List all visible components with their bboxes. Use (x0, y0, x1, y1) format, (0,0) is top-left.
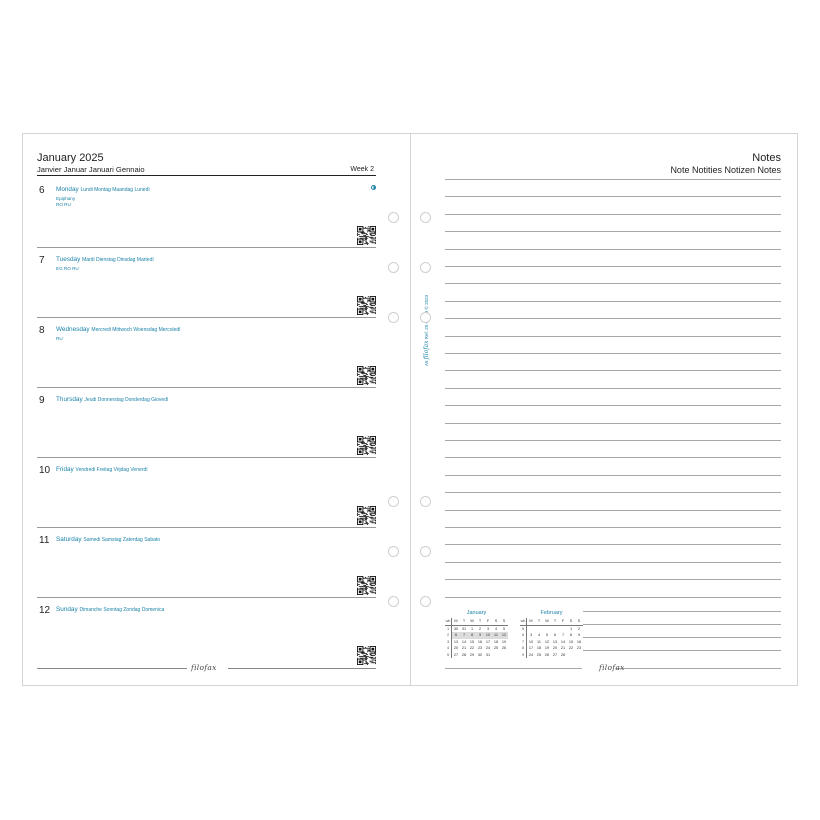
date-cell (559, 625, 567, 632)
date-cell: 27 (453, 652, 459, 657)
mini-calendar-title: January (466, 610, 487, 616)
date-cell: 10 (528, 639, 534, 644)
weekday-label: wk (445, 619, 451, 624)
footer-rule-left (37, 668, 187, 669)
qr-code-icon (357, 226, 376, 245)
date-cell: 6 (452, 632, 461, 639)
day-entry (37, 178, 376, 248)
date-cell: 30 (453, 626, 459, 631)
notes-title: Notes (752, 152, 781, 164)
weekday-label: wk (520, 619, 526, 624)
day-number: 12 (39, 605, 51, 616)
qr-code-icon (357, 436, 376, 455)
binder-hole (388, 546, 399, 557)
week-number: 3 (445, 639, 452, 646)
date-cell: 29 (469, 652, 475, 657)
side-brand: filofax (423, 340, 430, 360)
note-line (445, 510, 781, 511)
date-cell: 12 (501, 633, 507, 638)
day-name (56, 396, 168, 403)
weekday-label: T (535, 618, 543, 625)
date-cell: 18 (536, 646, 542, 651)
date-cell: 4 (537, 633, 541, 638)
week-number: 7 (520, 639, 527, 646)
day-name-translations: Jeudi Donnerstag Donderdag Giovedì (84, 397, 169, 403)
day-name-english: Saturday (56, 536, 84, 543)
day-holiday-note (56, 336, 63, 342)
binder-hole (388, 262, 399, 273)
week-number: 8 (520, 645, 527, 652)
date-cell: 10 (485, 633, 491, 638)
note-line (445, 266, 781, 267)
note-line (445, 231, 781, 232)
weekday-label: W (468, 618, 476, 625)
note-line-short (583, 624, 781, 625)
date-cell (527, 625, 536, 632)
note-line (445, 196, 781, 197)
note-line-short (616, 668, 781, 669)
day-name-translations: Lundi Montag Maandag Lunedì (80, 187, 150, 193)
date-cell: 8 (569, 633, 573, 638)
date-cell: 22 (469, 646, 475, 651)
date-cell: 31 (461, 626, 467, 631)
weekday-label: M (527, 618, 536, 625)
note-line (445, 423, 781, 424)
date-cell: 6 (553, 633, 557, 638)
week-number: 6 (520, 632, 527, 639)
day-name-english: Sunday (56, 606, 80, 613)
date-cell: 31 (485, 652, 491, 657)
date-cell: 13 (552, 639, 558, 644)
date-cell: 19 (501, 639, 507, 644)
mini-calendar-grid (520, 618, 583, 658)
note-line (445, 336, 781, 337)
day-name-translations: Mercredi Mittwoch Woensdag Mercoledì (91, 327, 181, 333)
qr-code-icon (357, 296, 376, 315)
day-name (56, 256, 154, 263)
binder-hole (388, 312, 399, 323)
note-line (445, 353, 781, 354)
date-cell: 14 (560, 639, 566, 644)
holiday-line: Epiphany (56, 196, 76, 201)
date-cell: 11 (492, 632, 500, 639)
side-imprint (423, 295, 430, 366)
date-cell: 24 (528, 652, 534, 657)
qr-code-icon (357, 506, 376, 525)
date-cell: 25 (493, 646, 499, 651)
notes-translations: Note Notities Notizen Notes (670, 165, 781, 175)
date-cell: 8 (468, 632, 476, 639)
day-number: 8 (39, 325, 45, 336)
weekday-label: W (543, 618, 551, 625)
note-line (445, 249, 781, 250)
note-line-short (583, 611, 781, 612)
date-cell: 17 (528, 646, 534, 651)
binder-hole (420, 596, 431, 607)
weekday-label: M (452, 618, 461, 625)
day-entry (37, 318, 376, 388)
day-name-translations: Samedi Samstag Zaterdag Sabato (83, 537, 161, 543)
qr-code-icon (357, 646, 376, 665)
date-cell (535, 625, 543, 632)
date-cell: 20 (453, 646, 459, 651)
date-cell: 13 (453, 639, 459, 644)
note-line (445, 562, 781, 563)
date-cell: 4 (494, 626, 498, 631)
left-diary-page (22, 133, 411, 686)
binder-hole (388, 496, 399, 507)
week-number: 9 (520, 652, 527, 659)
day-entry (37, 598, 376, 668)
header-rule (37, 175, 376, 176)
date-cell: 1 (569, 626, 573, 631)
note-line (445, 214, 781, 215)
binder-hole (420, 262, 431, 273)
date-cell: 28 (461, 652, 467, 657)
month-translations: Janvier Januar Januari Gennaio (37, 165, 145, 174)
week-number: 5 (520, 625, 527, 632)
note-line (445, 457, 781, 458)
holiday-line: EG RO RU (56, 266, 79, 271)
day-holiday-note (56, 196, 75, 208)
note-line (445, 527, 781, 528)
date-cell: 27 (552, 652, 558, 657)
date-cell: 15 (469, 639, 475, 644)
mini-calendar-february (520, 610, 583, 658)
date-cell: 18 (493, 639, 499, 644)
weekday-label: T (551, 618, 559, 625)
day-number: 9 (39, 395, 45, 406)
binder-hole (388, 596, 399, 607)
note-line (445, 492, 781, 493)
date-cell: 12 (544, 639, 550, 644)
mini-calendar-january (445, 610, 508, 658)
day-entry (37, 528, 376, 598)
note-line (445, 597, 781, 598)
footer-rule-right (228, 668, 376, 669)
note-line (445, 283, 781, 284)
date-cell: 9 (577, 633, 581, 638)
day-name-translations: Mardi Dienstag Dinsdag Martedì (82, 257, 154, 263)
date-cell: 21 (560, 646, 566, 651)
qr-code-icon (357, 576, 376, 595)
day-name-english: Monday (56, 186, 81, 193)
day-holiday-note (56, 266, 79, 272)
weekday-label: T (476, 618, 484, 625)
date-cell: 7 (561, 633, 565, 638)
date-cell: 23 (477, 646, 483, 651)
mini-calendar-title: February (540, 610, 563, 616)
day-name (56, 326, 181, 333)
moon-phase-icon (371, 185, 376, 190)
date-cell: 25 (536, 652, 542, 657)
note-line (445, 405, 781, 406)
date-cell: 2 (577, 626, 581, 631)
note-line (445, 370, 781, 371)
day-number: 10 (39, 465, 51, 476)
date-cell: 19 (544, 646, 550, 651)
date-cell: 22 (568, 646, 574, 651)
date-cell: 9 (476, 632, 484, 639)
weekday-label: F (559, 618, 567, 625)
date-cell: 21 (461, 646, 467, 651)
date-cell (500, 652, 508, 659)
day-entry (37, 388, 376, 458)
qr-code-icon (357, 366, 376, 385)
day-name-english: Tuesday (56, 256, 83, 263)
day-name (56, 466, 148, 473)
date-cell: 26 (501, 646, 507, 651)
day-entry (37, 248, 376, 318)
date-cell: 30 (477, 652, 483, 657)
weekday-label: T (460, 618, 468, 625)
day-number: 11 (39, 535, 50, 546)
month-title: January 2025 (37, 152, 104, 164)
date-cell: 17 (485, 639, 491, 644)
mini-calendar-week (445, 625, 508, 632)
binder-hole (388, 212, 399, 223)
mini-calendar-header (520, 618, 583, 625)
day-name-translations: Vendredi Freitag Vrijdag Venerdì (75, 467, 148, 473)
week-number: 5 (445, 652, 452, 659)
day-number: 7 (39, 255, 45, 266)
note-line (445, 579, 781, 580)
note-line (445, 301, 781, 302)
day-name-english: Friday (56, 466, 76, 473)
date-cell: 16 (477, 639, 483, 644)
date-cell: 3 (529, 633, 533, 638)
footer-rule-left-right-page (445, 668, 582, 669)
binder-hole (420, 546, 431, 557)
date-cell (567, 652, 575, 659)
mini-calendar-header (445, 618, 508, 625)
mini-calendar-week (520, 652, 583, 659)
date-cell (492, 652, 500, 659)
date-cell: 15 (568, 639, 574, 644)
date-cell: 14 (461, 639, 467, 644)
note-line (445, 440, 781, 441)
week-number: 1 (445, 625, 452, 632)
date-cell (551, 625, 559, 632)
note-line-short (583, 637, 781, 638)
weekday-label: S (492, 618, 500, 625)
weekday-label: S (575, 618, 583, 625)
date-cell: 2 (478, 626, 482, 631)
day-name (56, 536, 160, 543)
date-cell: 23 (576, 646, 582, 651)
week-number: 4 (445, 645, 452, 652)
right-notes-page (410, 133, 798, 686)
date-cell (543, 625, 551, 632)
weekday-label: S (500, 618, 508, 625)
note-line (445, 318, 781, 319)
mini-calendar-week (445, 652, 508, 659)
date-cell: 26 (544, 652, 550, 657)
weekday-label: F (484, 618, 492, 625)
binder-hole (420, 496, 431, 507)
date-cell: 28 (560, 652, 566, 657)
day-name (56, 606, 164, 613)
note-line (445, 475, 781, 476)
date-cell: 20 (552, 646, 558, 651)
holiday-line: RO RU (56, 202, 71, 207)
date-cell: 3 (486, 626, 490, 631)
day-name (56, 186, 150, 193)
filofax-logo: filofax (191, 663, 217, 672)
note-line (445, 544, 781, 545)
day-name-english: Wednesday (56, 326, 92, 333)
day-name-translations: Dimanche Sonntag Zondag Domenica (79, 607, 165, 613)
side-size: A5 (424, 360, 429, 366)
note-line (445, 179, 781, 180)
week-number: 2 (445, 632, 452, 639)
day-number: 6 (39, 185, 45, 196)
date-cell: 5 (502, 626, 506, 631)
day-name-english: Thursday (56, 396, 85, 403)
mini-calendar-week (520, 625, 583, 632)
note-line (445, 388, 781, 389)
note-line-short (583, 650, 781, 651)
date-cell (575, 652, 583, 659)
binder-hole (420, 212, 431, 223)
date-cell: 11 (537, 639, 541, 644)
holiday-line: RU (56, 336, 63, 341)
date-cell: 5 (545, 633, 549, 638)
date-cell: 1 (470, 626, 474, 631)
date-cell: 24 (485, 646, 491, 651)
binder-hole (420, 312, 431, 323)
day-entry (37, 458, 376, 528)
weekday-label: S (567, 618, 575, 625)
mini-calendar-grid (445, 618, 508, 658)
week-label: Week 2 (350, 166, 374, 173)
date-cell: 7 (460, 632, 468, 639)
date-cell: 16 (576, 639, 582, 644)
filofax-logo-right: filofax (599, 663, 625, 672)
